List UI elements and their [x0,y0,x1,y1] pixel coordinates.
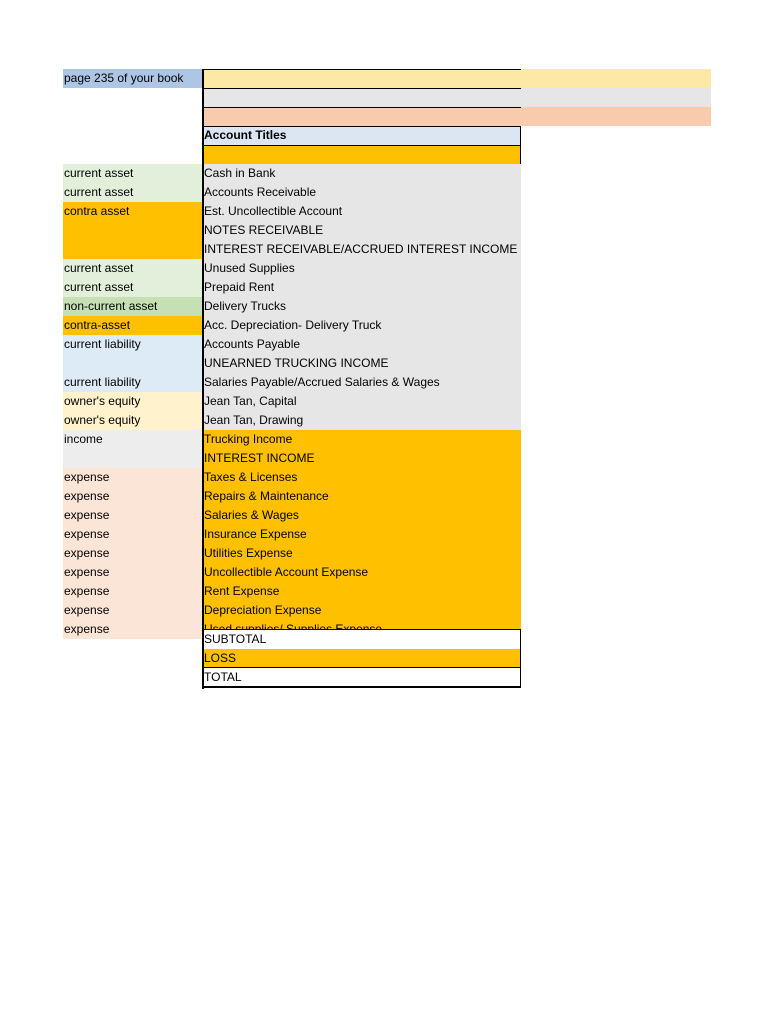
category-cell: owner's equity [63,392,203,411]
border-line [203,629,521,630]
category-cell [63,449,203,468]
table-right-border [520,126,521,164]
border-line [203,107,521,108]
category-cell: expense [63,544,203,563]
category-cell: contra asset [63,202,203,221]
subtotal-row: SUBTOTAL [203,630,521,649]
category-cell: non-current asset [63,297,203,316]
category-cell: expense [63,506,203,525]
category-cell: owner's equity [63,411,203,430]
table-left-border [202,69,204,689]
header-band-orange [203,145,521,164]
account-title-cell: NOTES RECEIVABLE [203,221,521,240]
category-cell: expense [63,487,203,506]
account-title-cell: Jean Tan, Capital [203,392,521,411]
account-title-cell: Rent Expense [203,582,521,601]
total-row: TOTAL [203,668,521,687]
header-band-peach-ext [521,107,711,126]
account-title-cell: Insurance Expense [203,525,521,544]
table-bottom-border [203,686,521,688]
border-line [203,126,521,127]
category-cell [63,221,203,240]
account-title-cell: UNEARNED TRUCKING INCOME [203,354,521,373]
header-band-yellow [203,69,521,88]
account-title-cell: Delivery Trucks [203,297,521,316]
category-cell: expense [63,525,203,544]
book-page-note: page 235 of your book [63,69,203,88]
category-cell: income [63,430,203,449]
account-title-cell: Uncollectible Account Expense [203,563,521,582]
account-titles-header: Account Titles [203,126,521,145]
account-title-cell: Unused Supplies [203,259,521,278]
account-title-cell: Accounts Payable [203,335,521,354]
border-line [203,667,521,668]
category-cell: current asset [63,183,203,202]
account-title-cell: Salaries & Wages [203,506,521,525]
account-title-cell: Utilities Expense [203,544,521,563]
category-cell: current asset [63,278,203,297]
loss-row: LOSS [203,649,521,668]
category-cell [63,354,203,373]
account-title-cell: Salaries Payable/Accrued Salaries & Wages [203,373,521,392]
category-cell: current liability [63,373,203,392]
border-line [203,145,521,146]
border-line [203,88,521,89]
header-band-grey-ext [521,88,711,107]
account-title-cell: Jean Tan, Drawing [203,411,521,430]
header-band-grey [203,88,521,107]
account-title-cell: Taxes & Licenses [203,468,521,487]
border-line [203,69,521,70]
account-title-cell: Acc. Depreciation- Delivery Truck [203,316,521,335]
account-title-cell: Est. Uncollectible Account [203,202,521,221]
category-cell [63,240,203,259]
table-right-border [520,629,521,688]
account-title-cell: Depreciation Expense [203,601,521,620]
category-cell: expense [63,468,203,487]
account-title-cell: Cash in Bank [203,164,521,183]
header-band-yellow-ext [521,69,711,88]
account-title-cell: INTEREST INCOME [203,449,521,468]
category-cell: expense [63,601,203,620]
account-title-cell: Trucking Income [203,430,521,449]
category-cell: contra-asset [63,316,203,335]
header-band-peach [203,107,521,126]
account-title-cell: Accounts Receivable [203,183,521,202]
category-cell: expense [63,620,203,639]
category-cell: current asset [63,164,203,183]
account-title-cell: Prepaid Rent [203,278,521,297]
category-cell: current asset [63,259,203,278]
account-title-cell: Repairs & Maintenance [203,487,521,506]
category-cell: expense [63,582,203,601]
category-cell: expense [63,563,203,582]
account-title-cell: INTEREST RECEIVABLE/ACCRUED INTEREST INCOME [203,240,521,259]
category-cell: current liability [63,335,203,354]
